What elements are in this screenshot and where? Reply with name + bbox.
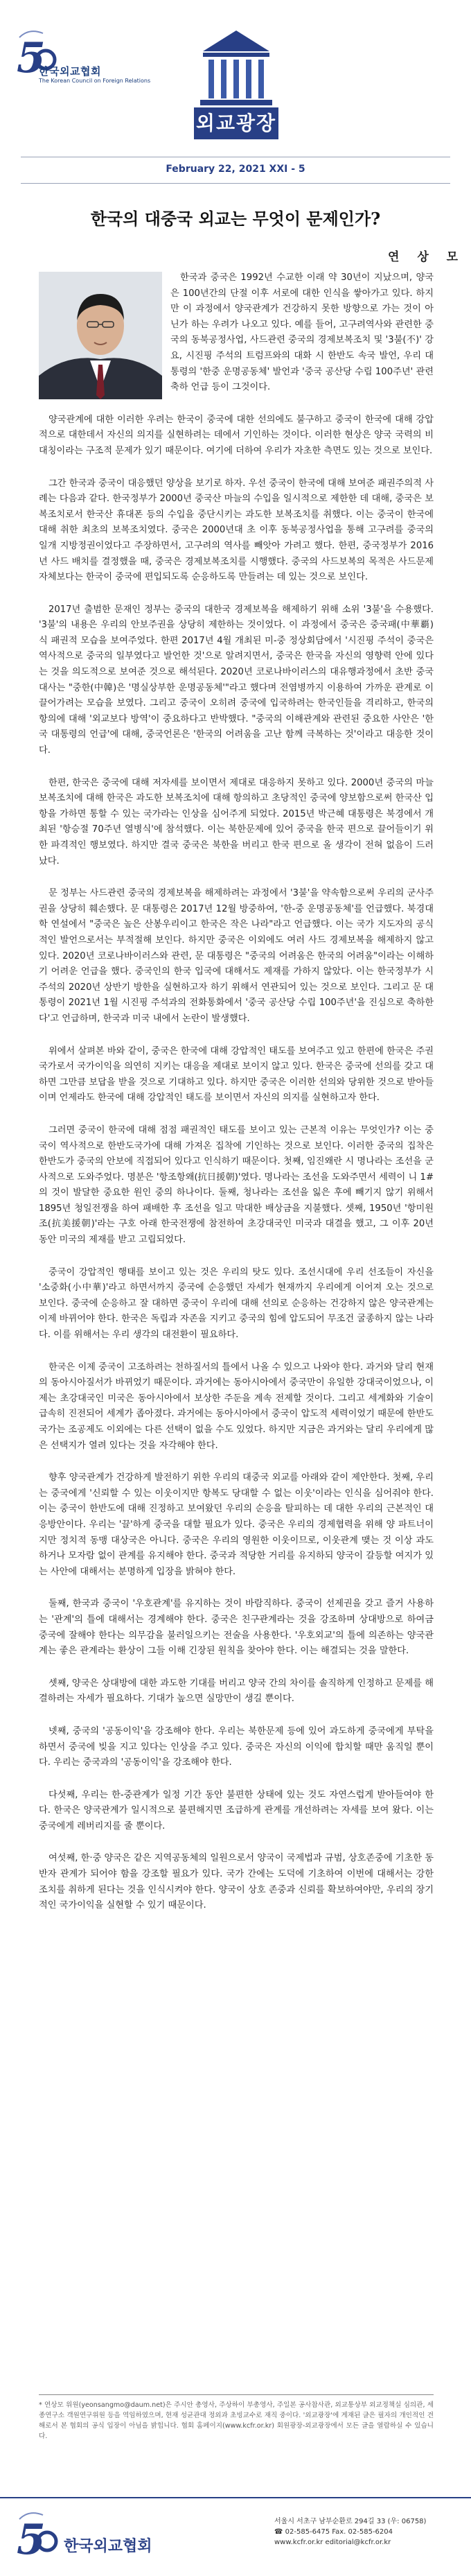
paragraph: 문 정부는 사드관련 중국의 경제보복을 해제하려는 과정에서 '3불'을 약속함으로써 우리의 군사주권을 상당히 훼손했다. 문 대통령은 2017년 12월 방중하여, '한-중 운명공동체'를 언급했다. 북경대학 연설에서 "중국은 높은 산봉우리이고 한국은 작은 나라"라고 언급했다. 이는 국가 지도자의 공식적인 발언으로서는 부적절해 보인다. 하지만 중국은 이외에도 여러 사드 경제보복을 해제하지 않고 있다. 2020년 코로나바이러스와 관련, 문 대통령은 "중국의 어려움은 한국의 어려움"이라는 이해하기 어려운 언급을 했다. 중국인의 한국 입국에 대해서도 제재를 가하지 않았다. 이는 한국정부가 시 주석의 2020년 상반기 방한을 실현하고자 하기 위해서 연관되어 있는 것으로 보인다. 그리고 문 대통령이 2021년 1월 시진핑 주석과의 전화통화에서 '중국 공산당 수립 100주년'을 진심으로 축하한다'고 언급하며, 한국과 미국 내에서 논란이 발생했다. [39, 888, 434, 1024]
paragraph: 그러면 중국이 한국에 대해 점점 패권적인 태도를 보이고 있는 근본적 이유는 무엇인가? 이는 중국이 역사적으로 한반도국가에 대해 가져온 집착에 기인하는 것으로 보인다. 이러한 중국의 집착은 한반도가 중국의 안보에 직접되어 있다고 인식하기 때문이다. 첫째, 임진왜란 시 명나라는 조선을 군사적으로 도와주었다. 명분은 '항조항왜(抗日援朝)'였다. 명나라는 조선을 도와주면서 세력이 니 1#의 것이 발달한 중요한 원인 중의 하나이다. 둘째, 청나라는 조선을 잃은 후에 빼기지 않기 위해서 1895년 청일전쟁을 하여 패배한 후 조선을 일고 막대한 배상금을 지불했다. 셋째, 1950년 '항미원조(抗美援朝)'라는 구호 아래 한국전쟁에 참전하여 초강대국인 미국과 대결을 했고, 그 이후 20년 동안 미국의 제재를 받고 고립되었다. [39, 1124, 434, 1246]
article-title: 한국의 대중국 외교는 무엇이 문제인가? [90, 209, 381, 229]
paragraph: 중국이 강압적인 행태를 보이고 있는 것은 우리의 탓도 있다. 조선시대에 우리 선조들이 자신을 '소중화(小中華)'라고 하면서까지 중국에 순응했던 자세가 현재까지 우리에게 이어져 오는 것으로 보인다. 중국에 순응하고 잘 대하면 중국이 우리에 대해 선의로 순응하는 건강하지 않은 양국관계는 이제 바뀌어야 한다. 한국은 독립과 자존을 지키고 중국의 힘에 압도되어 무조건 굴종하지 않는 나라다. 이를 위해서는 우리 생각의 대전환이 필요하다. [39, 1267, 434, 1341]
paragraph: 2017년 출범한 문재인 정부는 중국의 대한국 경제보복을 해제하기 위해 소위 '3불'을 수용했다. '3불'의 내용은 우리의 안보주권을 상당히 제한하는 것이었다. 이 과정에서 중국은 중국패(中華覇)식 패권적 모습을 보여주었다. 한편 2017년 4월 개최된 미-중 정상회담에서 '시진핑 주석이 중국은 역사적으로 중국의 일부였다고 발언한 것'으로 알려지면서, 중국은 한국을 자신의 영향력 안에 있다는 것을 의도적으로 보여준 것으로 해석된다. 2020년 코로나바이러스의 대유행과정에서 초반 중국대사는 "중한(中韓)은 '명실상부한 운명공동체'"라고 했다며 전염병까지 이용하여 가까운 관계로 이끌어가려는 모습을 보였다. 그리고 중국이 오히려 중국에 입국하려는 한국인들을 격리하고, 한국의 항의에 대해 '외교보다 방역'이 중요하다고 반박했다. "중국의 이해관계와 관련된 중요한 사안은 '한국 대통령의 언급'에 대해, 중국언론은 '한국의 어려움을 고난 함께 극복하는 것'이라고 대응한 것이다. [39, 604, 434, 756]
paragraph: 둘째, 한국과 중국이 '우호관계'를 유지하는 것이 바람직하다. 중국이 선제권을 갖고 즐거 사용하는 '관계'의 틀에 대해서는 경계해야 한다. 중국은 친구관계라는 것을 강조하며 상대방으로 하여금 중국에 잘해야 한다는 의무감을 불러일으키는 전술을 사용한다. '우호외교'의 틀에 의존하는 양국관계는 좋은 관계라는 환상이 그들 이해 긴장된 원칙을 찾아야 한다. 이는 해결되는 것을 말한다. [39, 1599, 434, 1657]
footer-address: 서울시 서초구 남부순환로 294길 33 (우: 06758) [274, 2518, 427, 2525]
footer-org-name: 한국외교협회 [64, 2538, 152, 2555]
svg-text:5: 5 [17, 34, 46, 82]
footnote-divider [39, 2394, 434, 2395]
author-footnote: * 연상모 위원(yeonsangmo@daum.net)은 주시안 총영사, 주상하이 부총영사, 주일본 공사참사관, 외교통상부 외교정책실 심의관, 세종연구소 객원연구위원 등을 역임하였으며, 현재 성균관대 정외과 초빙교수로 재직 중이다. '외교광장'에 게재된 글은 필자의 개인적인 견해로서 본 협회의 공식 입장이 아님을 밝힙니다. 협회 홈페이지(www.kcfr.or.kr) 회원광장-외교광장에서 모든 글을 열람하실 수 있습니다. [39, 2401, 434, 2440]
paragraph: 여섯째, 한·중 양국은 같은 지역공동체의 일원으로서 양국이 국제법과 규범, 상호존중에 기초한 동반자 관계가 되어야 함을 강조할 필요가 있다. 국가 간에는 도덕에 기초하여 이번에 대해서는 강한 조치를 취하게 된다는 것을 인식시켜야 한다. 양국이 상호 존중과 신뢰를 확보하여야만, 우리의 장기적인 국가이익을 실현할 수 있기 때문이다. [39, 1853, 434, 1911]
org-name-en: The Korean Council on Foreign Relations [39, 78, 151, 84]
photo-spacer [39, 270, 170, 402]
paragraph: 위에서 살펴본 바와 같이, 중국은 한국에 대해 강압적인 태도를 보여주고 있고 한편에 한국은 주권국가로서 국가이익을 의연히 지키는 대응을 제대로 보이지 않고 있다. 한국은 중국에 선의를 갖고 대하면 그만큼 보답을 받을 것으로 기대하고 있다. 하지만 중국은 이러한 선의와 당위한 것으로 받아들이며 언제라도 한국에 대해 강압적인 태도를 보이면서 자신의 의지를 실현하고자 한다. [39, 1045, 434, 1104]
paragraph: 한국과 중국은 1992년 수교한 이래 약 30년이 지났으며, 양국은 100년간의 단절 이후 서로에 대한 인식을 쌓아가고 있다. 하지만 이 과정에서 양국관계가 건강하지 못한 방향으로 가는 것이 아닌가 하는 우려가 나오고 있다. 예를 들어, 고구려역사와 관련한 중국의 동북공정사업, 사드관련 중국의 경제보복조치 및 '3불(不)' 강요, 시진핑 주석의 트럼프와의 대화 시 한반도 속국 발언, 우리 대통령의 '한중 운명공동체' 발언과 '중국 공산당 수립 100주년' 관련 축하 언급 등이 그것이다. [170, 272, 434, 393]
building-emblem-icon [196, 28, 276, 110]
paragraph: 향후 양국관계가 건강하게 발전하기 위한 우리의 대중국 외교를 아래와 같이 제안한다. 첫째, 우리는 중국에게 '신뢰할 수 있는 이웃이지만 항복도 당대할 수 없는 이웃'이라는 인식을 심어줘야 한다. 이는 중국이 한반도에 대해 진정하고 보여왔던 우리의 순응을 탈피하는 데 대한 우리의 근본적인 대응방안이다. 우리는 '끌'하게 중국을 대할 필요가 있다. 중국은 우리의 경제협력을 위해 양 파트너이지만 정치적 동맹 대상국은 아니다. 중국은 우리의 영원한 이웃이므로, 이웃관계 맺는 것 이상 과도하거나 모자람 없이 관계를 유지해야 한다. 중국과 적당한 거리를 유지하되 양국이 갈등할 여지가 있는 사안에 대해서는 분명하게 입장을 밝혀야 한다. [39, 1472, 434, 1577]
paragraph: 셋째, 양국은 상대방에 대한 과도한 기대를 버리고 양국 간의 차이를 솔직하게 인정하고 문제를 해결하려는 자세가 필요하다. 기대가 높으면 실망만이 생길 뿐이다. [39, 1678, 434, 1705]
newsletter-banner: 외교광장 [194, 107, 278, 139]
footer-contact [274, 2516, 461, 2548]
paragraph: 넷째, 중국의 '공동이익'을 강조해야 한다. 우리는 북한문제 등에 있어 과도하게 중국에게 부탁을 하면서 중국에 빚을 지고 있다는 인상을 주고 있다. 중국은 자신의 이익에 합치할 때만 움직일 뿐이다. 우리는 중국과의 '공동이익'을 강조해야 한다. [39, 1725, 434, 1768]
paragraph: 그간 한국과 중국이 대응했던 양상을 보기로 하자. 우선 중국이 한국에 대해 보여준 패권주의적 사례는 다음과 같다. 한국정부가 2000년 중국산 마늘의 수입을 일시적으로 제한한 데 대해, 중국은 보복조치로서 한국산 휴대폰 등의 수입을 중단시키는 과도한 보복조치를 취했다. 이는 중국이 한국에 대해 취한 최초의 보복조치였다. 중국은 2000년대 초 이후 동북공정사업을 통해 고구려를 중국의 일개 지방정권이었다고 주장하면서, 고구려의 역사를 빼앗아 가려고 했다. 한편, 중국정부가 2016년 사드 배치를 결정했을 때, 중국은 경제보복조치를 시행했다. 중국의 사드보복의 목적은 사드문제 자체보다는 한국이 중국에 편입되도록 순응하도록 만들려는 데 있는 것으로 보인다. [39, 478, 434, 583]
footer-divider [0, 2497, 471, 2498]
footer-phone: ☎ 02-585-6475 Fax. 02-585-6204 [274, 2528, 393, 2536]
paragraph: 한편, 한국은 중국에 대해 저자세를 보이면서 제대로 대응하지 못하고 있다. 2000년 중국의 마늘 보복조치에 대해 한국은 과도한 보복조치에 대해 항의하고 초당적인 중국에 양보함으로써 한국산 입항을 가하면 통할 수 있는 국가라는 인상을 심어주게 되었다. 2015년 박근혜 대통령은 북경에서 개최된 '항승절 70주년 열병식'에 참석했다. 이는 북한문제에 있어 중국을 한국 편으로 끌어들이기 위한 파격적인 행보였다. 하지만 결국 중국은 북한을 버리고 한국 편으로 올 생각이 전혀 없음이 드러났다. [39, 777, 434, 867]
author-name: 연 상 모 [388, 250, 465, 264]
anniversary-logo-icon [15, 2504, 64, 2566]
footer-web[interactable]: www.kcfr.or.kr editorial@kcfr.or.kr [274, 2539, 391, 2546]
svg-text:5: 5 [17, 2516, 46, 2564]
paragraph: 양국관계에 대한 이러한 우려는 한국이 중국에 대한 선의에도 불구하고 중국이 한국에 대해 강압적으로 대한데서 자신의 의지를 실현하려는 데에서 기인하는 것이다. 이러한 현상은 양국 국력의 비대칭이라는 구조적 문제가 있기 때문이다. 여기에 더하여 우리가 자초한 측면도 있는 것으로 보인다. [39, 414, 434, 456]
article-body [39, 270, 434, 1931]
issue-date: February 22, 2021 XXI - 5 [166, 164, 305, 175]
paragraph: 한국은 이제 중국이 고조하려는 천하질서의 틀에서 나올 수 있으고 나와야 한다. 과거와 달리 현재의 동아시아질서가 바뀌었기 때문이다. 과거에는 동아시아에서 중국만이 유일한 강대국이었으나, 이제는 초강대국인 미국은 동아시아에서 보상한 주둔을 계속 전제할 것이다. 그리고 세계화와 기술이 급속히 진전되어 세계가 좁아졌다. 과거에는 동아시아에서 중국이 압도적 세력이었기 때문에 한반도국가는 조공제도 이외에는 다른 선택이 없을 수도 있었다. 하지만 지금은 과거와는 달리 우리에게 많은 선택지가 열려 있다는 것을 자각해야 한다. [39, 1361, 434, 1451]
paragraph: 다섯째, 우리는 한-중관계가 일정 기간 동안 불편한 상태에 있는 것도 자연스럽게 받아들여야 한다. 한국은 양국관계가 일시적으로 불편해지면 조급하게 관계를 개선하려는 자세를 보여 왔다. 이는 중국에게 레버리지를 줄 뿐이다. [39, 1789, 434, 1831]
org-name: 한국외교협회 [39, 65, 101, 78]
divider [21, 183, 450, 184]
